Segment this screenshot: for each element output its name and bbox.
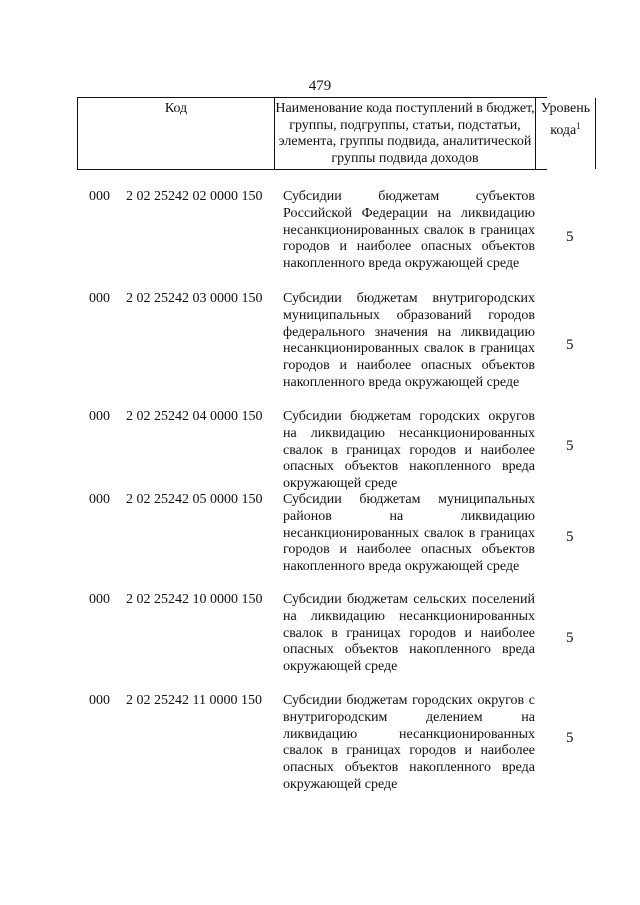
row-admin-code: 000 [89, 492, 110, 507]
row-code-level: 5 [566, 529, 574, 545]
row-admin-code: 000 [89, 592, 110, 607]
row-code-level: 5 [566, 229, 574, 245]
header-level-column [536, 98, 596, 169]
row-admin-code: 000 [89, 189, 110, 204]
header-name-column: Наименование кода поступлений в бюджет, группы, подгруппы, статьи, подстатьи, элемента, группы подвида, аналитической группы подвида доходов [275, 98, 536, 169]
page-number: 479 [308, 78, 332, 94]
row-code-level: 5 [566, 630, 574, 646]
row-income-code: 2 02 25242 03 0000 150 [126, 291, 263, 306]
row-income-name: Субсидии бюджетам внутригородских муниципальных образований городов федерального значения на ликвидацию несанкционированных свалок в границах городов и наиболее опасных объектов накопленного вреда окружающей среде [283, 291, 535, 390]
header-code-column: Код [77, 98, 275, 169]
row-admin-code: 000 [89, 693, 110, 708]
row-income-name: Субсидии бюджетам сельских поселений на ликвидацию несанкционированных свалок в границах городов и наиболее опасных объектов накопленного вреда окружающей среде [283, 592, 535, 675]
row-income-code: 2 02 25242 10 0000 150 [126, 592, 263, 607]
row-income-name: Субсидии бюджетам городских округов на ликвидацию несанкционированных свалок в границах городов и наиболее опасных объектов накопленного вреда окружающей среде [283, 409, 535, 492]
table-header [77, 97, 591, 170]
header-level-label: Уровень кода [540, 101, 591, 138]
row-income-code: 2 02 25242 11 0000 150 [126, 693, 262, 708]
row-code-level: 5 [566, 438, 574, 454]
row-income-code: 2 02 25242 04 0000 150 [126, 409, 263, 424]
row-admin-code: 000 [89, 291, 110, 306]
row-income-code: 2 02 25242 05 0000 150 [126, 492, 263, 507]
row-income-name: Субсидии бюджетам субъектов Российской Федерации на ликвидацию несанкционированных свалок в границах городов и наиболее опасных объектов накопленного вреда окружающей среде [283, 189, 535, 272]
row-income-name: Субсидии бюджетам муниципальных районов на ликвидацию несанкционированных свалок в границах городов и наиболее опасных объектов накопленного вреда окружающей среде [283, 492, 535, 575]
row-income-code: 2 02 25242 02 0000 150 [126, 189, 263, 204]
row-code-level: 5 [566, 337, 574, 353]
row-admin-code: 000 [89, 409, 110, 424]
row-code-level: 5 [566, 730, 574, 746]
header-level-footnote: 1 [576, 120, 581, 131]
row-income-name: Субсидии бюджетам городских округов с внутригородским делением на ликвидацию несанкционированных свалок в границах городов и наиболее опасных объектов накопленного вреда окружающей среде [283, 693, 535, 792]
